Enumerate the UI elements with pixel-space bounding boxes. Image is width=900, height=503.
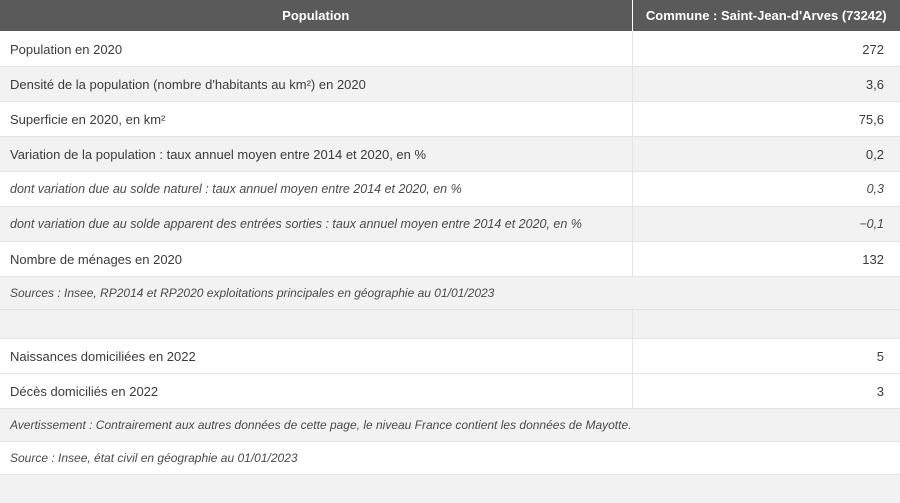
table-row bbox=[0, 67, 900, 102]
table-row bbox=[0, 242, 900, 277]
sources-note-2: Source : Insee, état civil en géographie au 01/01/2023 bbox=[0, 442, 900, 475]
table-row bbox=[0, 102, 900, 137]
sources-note-1: Sources : Insee, RP2014 et RP2020 exploitations principales en géographie au 01/01/2023 bbox=[0, 277, 900, 310]
footer-spacer-row bbox=[0, 475, 900, 503]
row-value: 132 bbox=[632, 242, 900, 277]
sources-note-row-2 bbox=[0, 442, 900, 475]
row-label: dont variation due au solde naturel : taux annuel moyen entre 2014 et 2020, en % bbox=[0, 172, 632, 207]
table-row bbox=[0, 172, 900, 207]
row-value: 5 bbox=[632, 339, 900, 374]
row-value: 272 bbox=[632, 32, 900, 67]
row-label: Naissances domiciliées en 2022 bbox=[0, 339, 632, 374]
row-label: Densité de la population (nombre d'habitants au km²) en 2020 bbox=[0, 67, 632, 102]
table-row bbox=[0, 207, 900, 242]
spacer-cell-right bbox=[632, 310, 900, 339]
row-value: 0,3 bbox=[632, 172, 900, 207]
warning-note: Avertissement : Contrairement aux autres données de cette page, le niveau France contient les données de Mayotte. bbox=[0, 409, 900, 442]
row-label: Superficie en 2020, en km² bbox=[0, 102, 632, 137]
table-body bbox=[0, 32, 900, 503]
column-header-commune: Commune : Saint-Jean-d'Arves (73242) bbox=[632, 0, 900, 32]
row-label: dont variation due au solde apparent des entrées sorties : taux annuel moyen entre 2014 et 2020, en % bbox=[0, 207, 632, 242]
table-header bbox=[0, 0, 900, 32]
column-header-population: Population bbox=[0, 0, 632, 32]
table-row bbox=[0, 32, 900, 67]
table-row bbox=[0, 374, 900, 409]
row-label: Décès domiciliés en 2022 bbox=[0, 374, 632, 409]
spacer-cell-left bbox=[0, 310, 632, 339]
row-label: Variation de la population : taux annuel moyen entre 2014 et 2020, en % bbox=[0, 137, 632, 172]
sources-note-row bbox=[0, 277, 900, 310]
row-value: 75,6 bbox=[632, 102, 900, 137]
row-value: 0,2 bbox=[632, 137, 900, 172]
table-row bbox=[0, 339, 900, 374]
spacer-row bbox=[0, 310, 900, 339]
row-label: Population en 2020 bbox=[0, 32, 632, 67]
row-value: 3 bbox=[632, 374, 900, 409]
row-value: −0,1 bbox=[632, 207, 900, 242]
row-value: 3,6 bbox=[632, 67, 900, 102]
row-label: Nombre de ménages en 2020 bbox=[0, 242, 632, 277]
footer-spacer-cell bbox=[0, 475, 900, 503]
table-row bbox=[0, 137, 900, 172]
table-header-row bbox=[0, 0, 900, 32]
warning-note-row bbox=[0, 409, 900, 442]
